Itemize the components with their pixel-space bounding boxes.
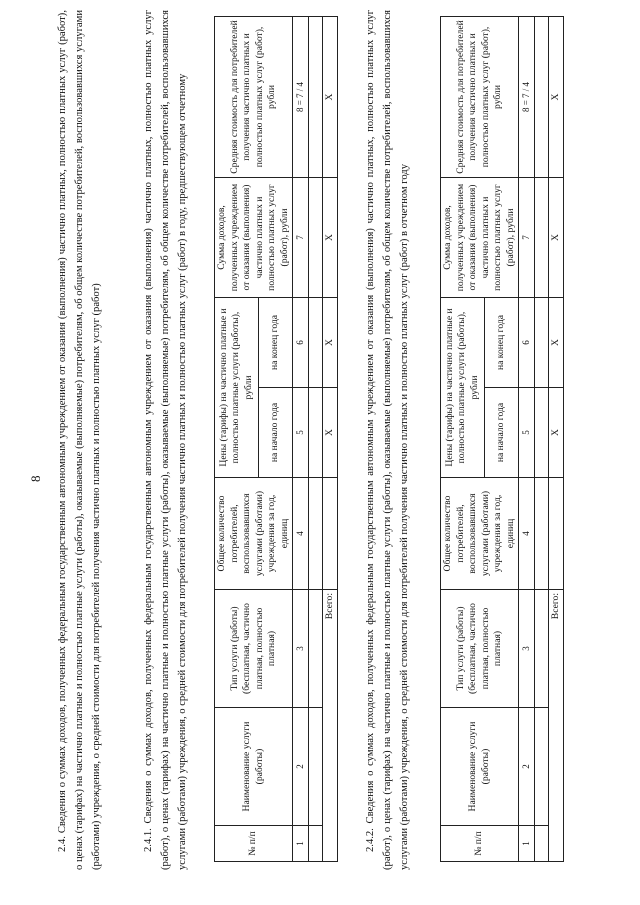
index-cell: 5: [519, 388, 535, 478]
header-income: Сумма доходов, полученных учреждением от оказания (выполнения) частично платных и полностью платных услуг (работ), рубли: [215, 177, 293, 297]
index-cell: 1: [293, 826, 309, 862]
total-mark: X: [548, 297, 564, 387]
index-cell: 8 = 7 / 4: [293, 16, 309, 177]
total-mark: X: [322, 177, 338, 297]
total-label: Всего:: [548, 590, 564, 862]
index-cell: 4: [519, 478, 535, 590]
index-cell: 1: [519, 826, 535, 862]
header-num: № п/п: [215, 826, 293, 862]
total-mark: X: [548, 388, 564, 478]
index-cell: 4: [293, 478, 309, 590]
index-cell: 8 = 7 / 4: [519, 16, 535, 177]
header-avg: Средняя стоимость для потребителей получения частично платных и полностью платных услуг (работ), рубли: [215, 16, 293, 177]
index-cell: 3: [519, 590, 535, 708]
page-number: 8: [28, 475, 43, 482]
total-mark: X: [322, 16, 338, 177]
table-reporting-year: [440, 16, 564, 862]
section-2-4-2-text: 2.4.2. Сведения о суммах доходов, полученных федеральным государственным автономным учреждением от оказания (выполнения) частично платных, полностью платных услуг (работ), о ценах (тарифах) на частично платные и полностью платные услуги (работы), оказываемые (выполняемые) потребителям, об общем количестве потребителей, воспользовавшихся услугами (работами) учреждения, о средней стоимости для потребителей получения частично платных и полностью платных услуг (работ) в отчетном году: [365, 10, 410, 870]
header-price-start: на начало года: [485, 388, 519, 478]
header-price-end: на конец года: [259, 297, 293, 387]
header-price-end: на конец года: [485, 297, 519, 387]
header-price-start: на начало года: [259, 388, 293, 478]
header-type: Тип услуги (работы) (бесплатная, частично платная, полностью платная): [215, 590, 293, 708]
header-count: Общее количество потребителей, воспользовавшихся услугами (работами) учреждения за год, единиц: [215, 478, 293, 590]
rotated-page-content: [28, 10, 612, 870]
header-avg: Средняя стоимость для потребителей получения частично платных и полностью платных услуг (работ), рубли: [441, 16, 519, 177]
total-label: Всего:: [322, 590, 338, 862]
section-2-4-1-text: 2.4.1. Сведения о суммах доходов, полученных федеральным государственным автономным учреждением от оказания (выполнения) частично платных, полностью платных услуг (работ), о ценах (тарифах) на частично платные и полностью платные услуги (работы), оказываемые (выполняемые) потребителям, об общем количестве потребителей, воспользовавшихся услугами (работами) учреждения, о средней стоимости для потребителей получения частично платных и полностью платных услуг (работ) в году, предшествующем отчетному: [143, 10, 188, 870]
header-num: № п/п: [441, 826, 519, 862]
index-cell: 7: [519, 177, 535, 297]
index-cell: 6: [293, 297, 309, 387]
index-cell: 2: [293, 708, 309, 826]
total-mark: X: [322, 388, 338, 478]
table-row: [534, 16, 548, 861]
header-price: Цены (тарифы) на частично платные и полностью платные услуги (работы), рубли: [441, 297, 485, 477]
header-price: Цены (тарифы) на частично платные и полностью платные услуги (работы), рубли: [215, 297, 259, 477]
header-name: Наименование услуги (работы): [441, 708, 519, 826]
total-mark: X: [322, 297, 338, 387]
table-row: [308, 16, 322, 861]
table-previous-year: [214, 16, 338, 862]
section-2-4-text: 2.4. Сведения о суммах доходов, полученных федеральным государственным автономным учреждением от оказания (выполнения) частично платных, полностью платных услуг (работ), о ценах (тарифах) на частично платные и полностью платные услуги (работы), оказываемые (выполняемые) потребителям, об общем количестве потребителей, воспользовавшихся услугами (работами) учреждения, о средней стоимости для потребителей получения частично платных и полностью платных услуг (работ): [57, 10, 102, 870]
header-name: Наименование услуги (работы): [215, 708, 293, 826]
header-income: Сумма доходов, полученных учреждением от оказания (выполнения) частично платных и полностью платных услуг (работ), рубли: [441, 177, 519, 297]
header-type: Тип услуги (работы) (бесплатная, частично платная, полностью платная): [441, 590, 519, 708]
index-cell: 6: [519, 297, 535, 387]
index-cell: 3: [293, 590, 309, 708]
total-mark: X: [548, 16, 564, 177]
index-cell: 5: [293, 388, 309, 478]
header-count: Общее количество потребителей, воспользовавшихся услугами (работами) учреждения за год, единиц: [441, 478, 519, 590]
total-row: [548, 16, 564, 861]
index-cell: 2: [519, 708, 535, 826]
total-mark: X: [548, 177, 564, 297]
index-cell: 7: [293, 177, 309, 297]
total-row: [322, 16, 338, 861]
